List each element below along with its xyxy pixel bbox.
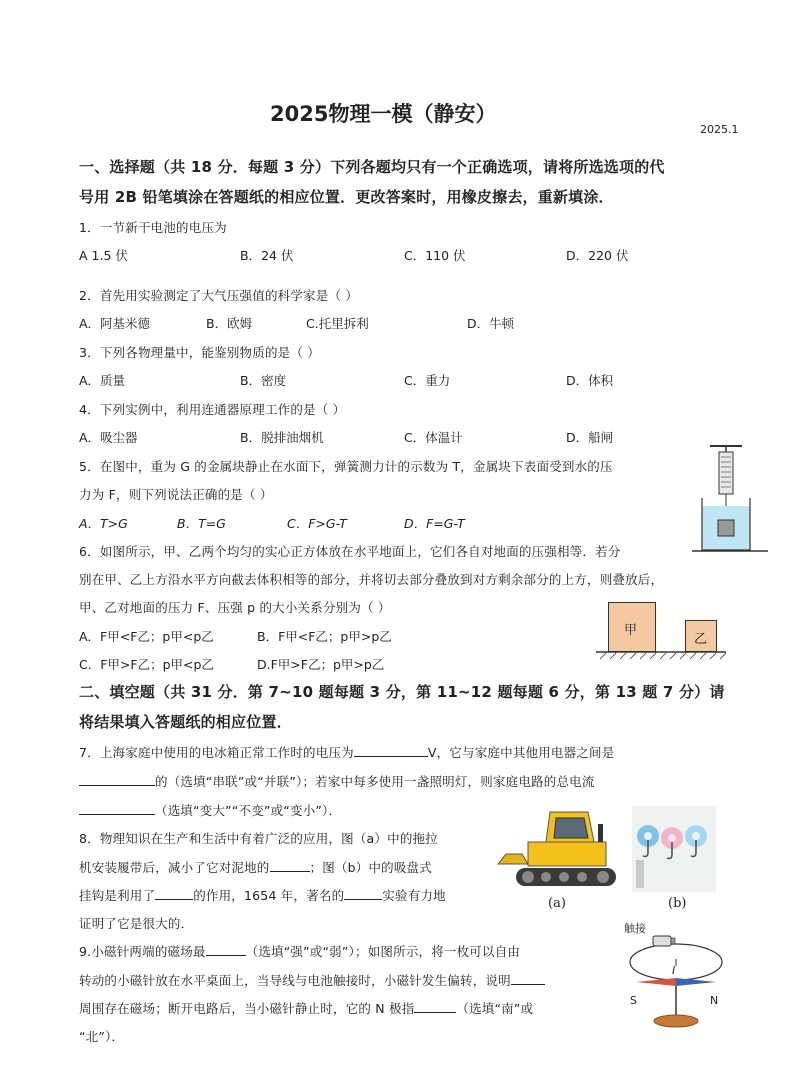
q8-blank1[interactable] [270, 859, 310, 872]
q5-stem-line1: 5．在图中，重为 G 的金属块静止在水面下，弹簧测力计的示数为 T，金属块下表面受到水的压 [79, 459, 613, 474]
q9-compass-figure [620, 922, 730, 1034]
q6-cubes-figure [596, 600, 726, 662]
q4-stem: 4．下列实例中，利用连通器原理工作的是（ ） [79, 402, 346, 417]
q6-option-d: D.F甲>F乙；p甲>p乙 [257, 657, 385, 672]
q8-caption-a: (a) [548, 896, 566, 911]
cube-yi-label: 乙 [694, 632, 708, 647]
q3-stem: 3．下列各物理量中，能鉴别物质的是（ ） [79, 345, 320, 360]
q7-part1: 7．上海家庭中使用的电冰箱正常工作时的电压为 [79, 745, 354, 760]
q4-option-d: D．船闸 [566, 430, 614, 445]
cube-jia [608, 602, 656, 652]
q8-line3 [79, 886, 446, 904]
q7-blank2[interactable] [79, 773, 155, 786]
q4-option-b: B．脱排油烟机 [240, 430, 324, 445]
q9-line2-a: 转动的小磁针放在水平桌面上，当导线与电池触接时，小磁针发生偏转，说明 [79, 973, 511, 988]
q5-spring-scale-figure [690, 440, 770, 555]
q7-line3 [79, 801, 341, 819]
q7-blank3[interactable] [79, 802, 155, 815]
q6-stem-line2: 别在甲、乙上方沿水平方向截去体积相等的部分，并将切去部分叠放到对方剩余部分的上方，则叠放后， [79, 572, 664, 587]
q7-line1 [79, 743, 614, 761]
cube-yi [685, 620, 717, 652]
q1-stem: 1．一节新干电池的电压为 [79, 220, 227, 235]
q8-line2 [79, 858, 432, 876]
q1-option-c: C．110 伏 [404, 248, 466, 263]
q6-option-c: C．F甲>F乙；p甲<p乙 [79, 657, 214, 672]
q3-option-b: B．密度 [240, 373, 287, 388]
q8-line3-a: 挂钩是利用了 [79, 888, 156, 903]
q9-line3 [79, 999, 533, 1017]
q6-stem-line1: 6．如图所示，甲、乙两个均匀的实心正方体放在水平地面上，它们各自对地面的压强相等．若分 [79, 544, 621, 559]
q5-option-c: C．F>G-T [287, 516, 347, 531]
q9-line3-b: （选填“南”或 [456, 1001, 534, 1016]
q5-option-a: A．T>G [79, 516, 128, 531]
q1-option-d: D．220 伏 [566, 248, 629, 263]
q2-option-c: C.托里拆利 [306, 316, 369, 331]
q8-suction-hooks-figure [632, 806, 716, 892]
q4-option-a: A．吸尘器 [79, 430, 138, 445]
q4-option-c: C．体温计 [404, 430, 463, 445]
q9-line1 [79, 942, 520, 960]
section2-header-line2: 将结果填入答题纸的相应位置． [79, 713, 292, 731]
q8-tractor-figure [488, 802, 628, 894]
q3-option-c: C．重力 [404, 373, 451, 388]
q1-option-a: A 1.5 伏 [79, 248, 128, 263]
q9-line2 [79, 971, 545, 989]
section2-header-line1: 二、填空题（共 31 分．第 7~10 题每题 3 分，第 11~12 题每题 6 分，第 13 题 7 分）请 [79, 683, 725, 701]
q7-line2 [79, 772, 595, 790]
cube-jia-label: 甲 [624, 623, 638, 638]
q8-line3-c: 实验有力地 [382, 888, 446, 903]
q2-option-b: B．欧姆 [206, 316, 253, 331]
q9-label-current: I [672, 964, 676, 977]
q9-blank3[interactable] [414, 1000, 456, 1013]
q8-blank2[interactable] [155, 887, 193, 900]
q8-line4: 证明了它是很大的． [79, 916, 194, 931]
section1-header-line2: 号用 2B 铅笔填涂在答题纸的相应位置．更改答案时，用橡皮擦去，重新填涂． [79, 188, 614, 206]
q3-option-a: A．质量 [79, 373, 126, 388]
q9-line4: “北”）． [79, 1029, 125, 1044]
q2-option-d: D．牛顿 [467, 316, 515, 331]
q8-line1: 8．物理知识在生产和生活中有着广泛的应用，图（a）中的拖拉 [79, 831, 438, 846]
q8-line2-b: ；图（b）中的吸盘式 [309, 860, 432, 875]
q6-option-b: B．F甲<F乙；p甲>p乙 [257, 629, 392, 644]
q7-part4: （选填“变大”“不变”或“变小”）． [155, 803, 342, 818]
section1-header-line1: 一、选择题（共 18 分．每题 3 分）下列各题均只有一个正确选项，请将所选选项的代 [79, 158, 665, 176]
q8-blank3[interactable] [344, 887, 382, 900]
q7-blank1[interactable] [354, 744, 428, 757]
ground-hatch [596, 651, 726, 661]
q8-line3-b: 的作用，1654 年，著名的 [193, 888, 345, 903]
q2-stem: 2．首先用实验测定了大气压强值的科学家是（ ） [79, 288, 359, 303]
q7-part3: 的（选填“串联”或“并联”）；若家中每多使用一盏照明灯，则家庭电路的总电流 [155, 774, 595, 789]
q1-option-b: B．24 伏 [240, 248, 294, 263]
q9-blank2[interactable] [511, 972, 545, 985]
q7-part2: V，它与家庭中其他用电器之间是 [427, 745, 615, 760]
q5-option-d: D．F=G-T [404, 516, 465, 531]
q9-label-s: S [630, 994, 637, 1007]
page-title: 2025物理一模（静安） [270, 102, 497, 126]
q6-option-a: A．F甲<F乙；p甲<p乙 [79, 629, 214, 644]
q5-option-b: B．T=G [177, 516, 226, 531]
q9-blank1[interactable] [206, 943, 246, 956]
q2-option-a: A．阿基米德 [79, 316, 151, 331]
q9-label-touch: 触接 [624, 922, 646, 935]
q6-stem-line3: 甲、乙对地面的压力 F、压强 p 的大小关系分别为（ ） [79, 600, 391, 615]
q9-line3-a: 周围存在磁场；断开电路后，当小磁针静止时，它的 N 极指 [79, 1001, 415, 1016]
exam-date: 2025.1 [700, 123, 739, 136]
q9-line1-b: （选填“强”或“弱”）；如图所示，将一枚可以自由 [245, 944, 521, 959]
q5-stem-line2: 力为 F，则下列说法正确的是（ ） [79, 487, 273, 502]
q9-line1-a: 9.小磁针两端的磁场最 [79, 944, 206, 959]
q8-caption-b: (b) [668, 896, 687, 911]
q3-option-d: D．体积 [566, 373, 614, 388]
q9-label-n: N [710, 994, 719, 1007]
q8-line2-a: 机安装履带后，减小了它对泥地的 [79, 860, 270, 875]
